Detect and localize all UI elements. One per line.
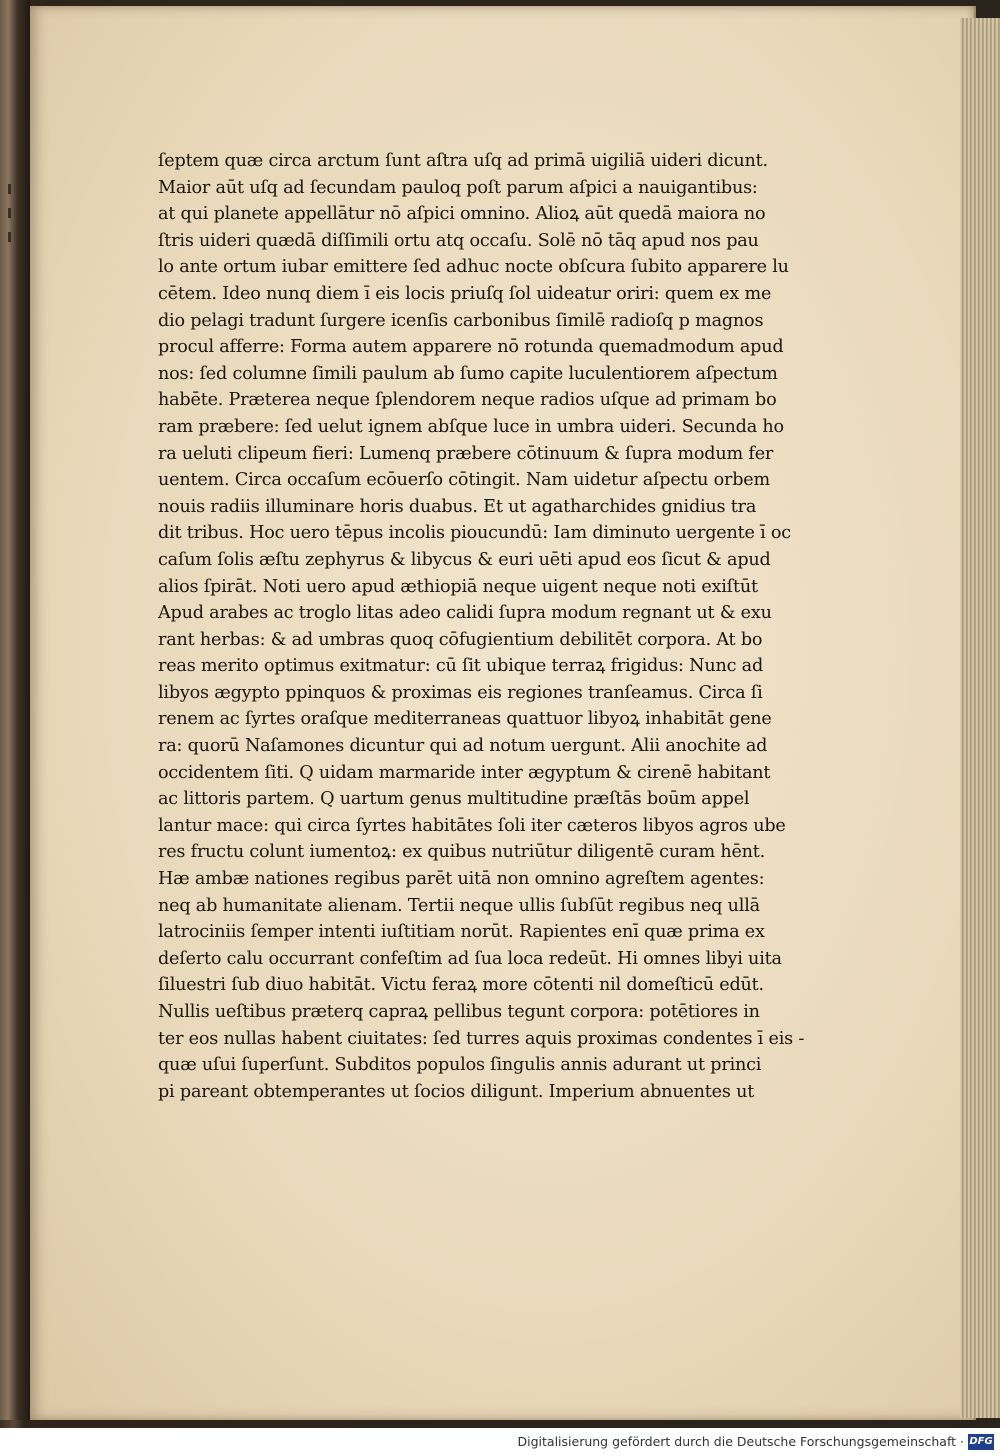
text-line: Apud arabes ac troglo litas adeo calidi ſupra modum regnant ut & exu (158, 603, 772, 624)
text-line: ter eos nullas habent ciuitates: ſed turres aquis proximas condentes ī eis - (158, 1028, 805, 1049)
text-line: libyos ægypto ppinquos & proximas eis regiones tranſeamus. Circa ſi (158, 682, 763, 703)
text-line: quæ uſui ſuperſunt. Subditos populos ſingulis annis adurant ut princi (158, 1055, 762, 1076)
text-line: ra: quorū Naſamones dicuntur qui ad notum uergunt. Alii anochite ad (158, 736, 768, 757)
text-line: neq ab humanitate alienam. Tertii neque ullis ſubſūt regibus neq ullā (158, 895, 760, 916)
book-page (30, 6, 976, 1420)
text-line: pi pareant obtemperantes ut ſocios diligunt. Imperium abnuentes ut (158, 1081, 755, 1102)
text-line: ſeptem quæ circa arctum ſunt aſtra uſq ad primā uigiliā uideri dicunt. (158, 151, 768, 171)
text-line: dit tribus. Hoc uero tēpus incolis pioucundū: Iam diminuto uergente ī oc (158, 523, 791, 544)
text-line: deſerto calu occurrant confeſtim ad ſua loca redeūt. Hi omnes libyi uita (158, 948, 782, 969)
page-stack-edge (960, 18, 1000, 1418)
facing-page-edge (0, 0, 30, 1420)
text-line: reas merito optimus exitmatur: cū ſit ubique terraꝝ frigidus: Nunc ad (158, 656, 764, 677)
text-line: occidentem ſiti. Q uidam marmaride inter ægyptum & cirenē habitant (158, 762, 771, 783)
text-line: Maior aūt uſq ad ſecundam pauloq poſt parum aſpici a nauigantibus: (158, 177, 758, 198)
text-line: cētem. Ideo nunq diem ī eis locis priuſq ſol uideatur oriri: quem ex me (158, 283, 772, 304)
text-line: renem ac ſyrtes oraſque mediterraneas quattuor libyoꝝ inhabitāt gene (158, 709, 772, 730)
text-line: lantur mace: qui circa ſyrtes habitātes ſoli iter cæteros libyos agros ube (158, 815, 786, 836)
text-line: ra ueluti clipeum fieri: Lumenq præbere cōtinuum & ſupra modum fer (158, 443, 774, 464)
text-line: Nullis ueſtibus præterq capraꝝ pellibus tegunt corpora: potētiores in (158, 1002, 760, 1022)
text-line: at qui planete appellātur nō aſpici omnino. Alioꝝ aūt quedā maiora no (158, 204, 766, 225)
text-line: procul afferre: Forma autem apparere nō rotunda quemadmodum apud (158, 337, 784, 358)
text-line: ſiluestri ſub diuo habitāt. Victu feraꝝ more cōtenti nil domeſticū edūt. (158, 975, 764, 996)
text-line: ſtris uideri quædā diſſimili ortu atq occaſu. Solē nō tāq apud nos pau (158, 230, 759, 251)
text-line: res fructu colunt iumentoꝝ: ex quibus nutriūtur diligentē curam hēnt. (158, 842, 766, 863)
margin-mark (8, 184, 11, 194)
margin-marks (2, 170, 16, 260)
text-line: dio pelagi tradunt ſurgere icenſis carbonibus ſimilē radioſq p magnos (158, 310, 764, 331)
text-line: habēte. Præterea neque ſplendorem neque radios uſque ad primam bo (158, 390, 777, 411)
text-line: nouis radiis illuminare horis duabus. Et ut agatharchides gnidius tra (158, 496, 757, 517)
footer-credit: Digitalisierung gefördert durch die Deutsche Forschungsgemeinschaft · (517, 1434, 964, 1449)
text-line: Hæ ambæ nationes regibus parēt uitā non omnino agreſtem agentes: (158, 869, 765, 890)
footer-bar (0, 1428, 1000, 1456)
text-line: uentem. Circa occaſum ecōuerſo cōtingit. Nam uidetur aſpectu orbem (158, 470, 770, 491)
text-line: latrociniis ſemper intenti iuſtitiam norūt. Rapientes enī quæ prima ex (158, 922, 765, 943)
margin-mark (8, 208, 11, 218)
text-line: nos: ſed columne ſimili paulum ab ſumo capite luculentiorem aſpectum (158, 363, 778, 384)
dfg-logo-icon: DFG (968, 1434, 994, 1450)
text-line: alios ſpirāt. Noti uero apud æthiopiā neque uigent neque noti exiſtūt (158, 576, 758, 597)
page-text (158, 148, 805, 1105)
margin-mark (8, 232, 11, 242)
text-line: caſum ſolis æſtu zephyrus & libycus & euri uēti apud eos ſicut & apud (158, 549, 771, 570)
text-line: ram præbere: ſed uelut ignem abſque luce in umbra uideri. Secunda ho (158, 416, 784, 437)
text-line: rant herbas: & ad umbras quoq cōfugientium debilitēt corpora. At bo (158, 629, 763, 650)
text-line: lo ante ortum iubar emittere ſed adhuc nocte obſcura ſubito apparere lu (158, 257, 789, 278)
text-line: ac littoris partem. Q uartum genus multitudine præſtās boūm appel (158, 789, 750, 810)
